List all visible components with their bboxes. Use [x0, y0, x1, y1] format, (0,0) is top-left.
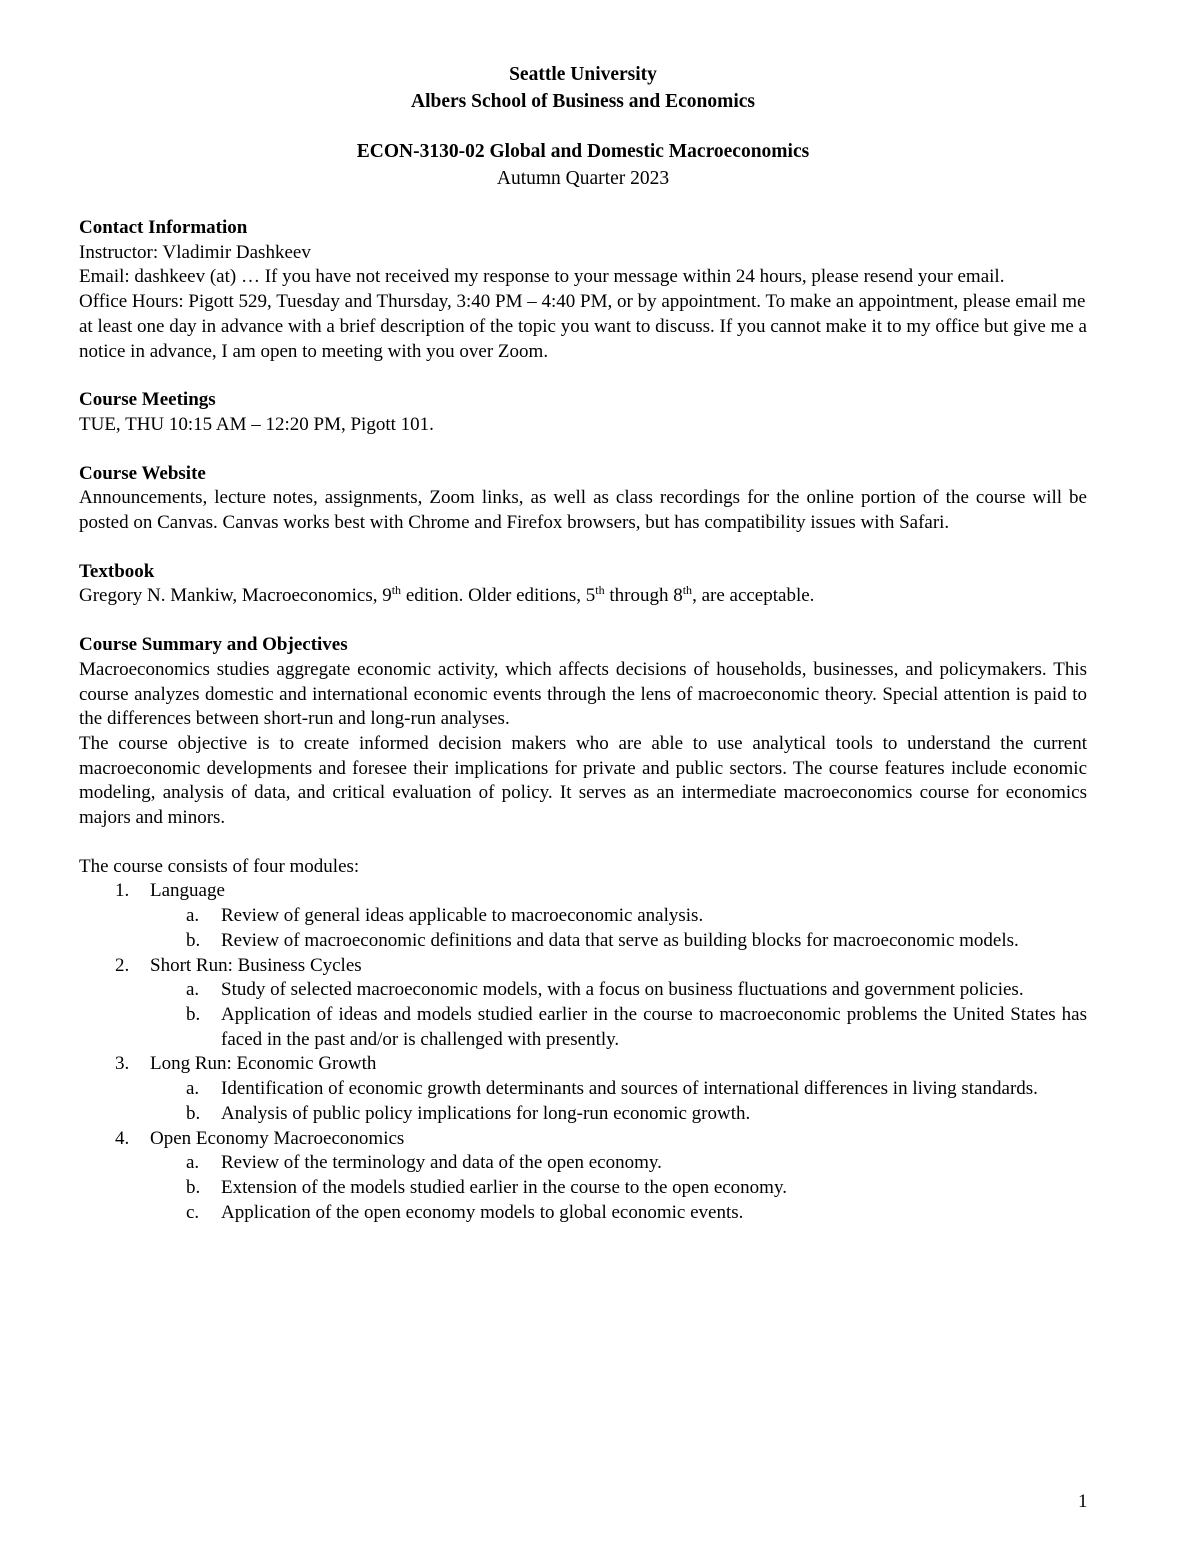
subitem-text: Application of ideas and models studied earlier in the course to macroeconomic problems the United States has faced in the past and/or is challenged with presently. — [221, 1003, 1087, 1050]
website-text: Announcements, lecture notes, assignments, Zoom links, as well as class recordings for the online portion of the course will be posted on Canvas. Canvas works best with Chrome and Firefox browsers, but has compatibility issues with Safari. — [79, 487, 1087, 534]
module-4-subitem-a — [79, 1151, 1087, 1176]
instructor-line: Instructor: Vladimir Dashkeev — [79, 241, 311, 263]
subitem-letter: a. — [186, 1078, 200, 1100]
website-section — [79, 462, 1087, 536]
subitem-letter: b. — [186, 929, 201, 951]
page-number: 1 — [1078, 1491, 1088, 1512]
subitem-letter: a. — [186, 1152, 200, 1174]
summary-paragraph-2: The course objective is to create informed decision makers who are able to use analytical tools to understand the current macroeconomic developments and foresee their implications for private and public sectors. The course features include economic modeling, analysis of data, and critical evaluation of policy. It serves as an intermediate macroeconomics course for economics majors and minors. — [79, 732, 1087, 829]
textbook-text — [79, 584, 1087, 609]
email-line: Email: dashkeev (at) … If you have not received my response to your message within 24 hours, please resend your email. — [79, 266, 1005, 288]
subitem-text: Review of general ideas applicable to macroeconomic analysis. — [221, 905, 704, 927]
contact-heading: Contact Information — [79, 217, 248, 238]
subitem-text: Application of the open economy models to global economic events. — [221, 1201, 744, 1223]
module-number: 3. — [115, 1053, 130, 1075]
summary-heading: Course Summary and Objectives — [79, 634, 348, 656]
module-number: 4. — [115, 1127, 130, 1149]
course-term: Autumn Quarter 2023 — [496, 167, 670, 189]
module-item-1 — [79, 879, 1087, 904]
textbook-sup-2: th — [595, 583, 605, 598]
module-1-subitem-b — [79, 929, 1087, 954]
module-3-subitem-a — [79, 1077, 1087, 1102]
module-4-subitem-c — [79, 1201, 1087, 1226]
textbook-part-3: through 8 — [604, 585, 683, 607]
meetings-text: TUE, THU 10:15 AM – 12:20 PM, Pigott 101. — [79, 413, 434, 435]
subitem-letter: a. — [186, 979, 200, 1001]
textbook-sup-3: th — [682, 583, 693, 598]
module-4-subitem-b — [79, 1176, 1087, 1201]
website-heading: Course Website — [79, 462, 206, 484]
textbook-part-4: , are acceptable. — [692, 585, 815, 607]
subitem-letter: b. — [186, 1003, 201, 1025]
module-1-subitem-a — [79, 904, 1087, 929]
module-item-3 — [79, 1052, 1087, 1077]
university-name: Seattle University — [509, 64, 657, 85]
subitem-text: Identification of economic growth determinants and sources of international differences in living standards. — [221, 1078, 1038, 1100]
subitem-text: Review of the terminology and data of the open economy. — [221, 1152, 662, 1174]
module-number: 2. — [115, 954, 130, 976]
syllabus-page — [79, 62, 1087, 1225]
module-title: Short Run: Business Cycles — [150, 954, 362, 976]
textbook-part-1: Gregory N. Mankiw, Macroeconomics, 9 — [79, 585, 392, 607]
textbook-part-2: edition. Older editions, 5 — [401, 585, 596, 607]
subitem-text: Analysis of public policy implications for long-run economic growth. — [221, 1102, 751, 1124]
subitem-letter: b. — [186, 1176, 201, 1198]
office-hours-line: Office Hours: Pigott 529, Tuesday and Thursday, 3:40 PM – 4:40 PM, or by appointment. To make an appointment, please email me at least one day in advance with a brief description of the topic you want to discuss. If you cannot make it to my office but give me a notice in advance, I am open to meeting with you over Zoom. — [79, 291, 1087, 362]
module-2-subitem-a — [79, 978, 1087, 1003]
module-title: Long Run: Economic Growth — [150, 1053, 377, 1075]
summary-paragraph-1: Macroeconomics studies aggregate economic activity, which affects decisions of households, businesses, and policymakers. This course analyzes domestic and international economic events through the lens of macroeconomic theory. Special attention is paid to the differences between short-run and long-run analyses. — [79, 658, 1087, 730]
modules-section — [79, 855, 1087, 1226]
module-number: 1. — [115, 880, 130, 902]
module-title: Language — [150, 880, 225, 902]
subitem-letter: c. — [186, 1201, 200, 1223]
meetings-section — [79, 388, 1087, 437]
subitem-letter: a. — [186, 905, 200, 927]
module-2-subitem-b — [79, 1003, 1087, 1052]
subitem-text: Extension of the models studied earlier in the course to the open economy. — [221, 1176, 787, 1198]
textbook-sup-1: th — [391, 583, 402, 598]
summary-section — [79, 633, 1087, 831]
school-name: Albers School of Business and Economics — [410, 90, 755, 112]
textbook-section — [79, 560, 1087, 609]
subitem-text: Study of selected macroeconomic models, with a focus on business fluctuations and government policies. — [221, 979, 1024, 1001]
course-title: ECON-3130-02 Global and Domestic Macroeconomics — [356, 141, 810, 162]
contact-section — [79, 216, 1087, 364]
module-item-2 — [79, 954, 1087, 979]
module-3-subitem-b — [79, 1102, 1087, 1127]
meetings-heading: Course Meetings — [79, 389, 216, 411]
module-title: Open Economy Macroeconomics — [150, 1127, 405, 1149]
module-item-4 — [79, 1127, 1087, 1152]
textbook-heading: Textbook — [79, 560, 155, 582]
subitem-text: Review of macroeconomic definitions and data that serve as building blocks for macroeconomic models. — [221, 929, 1019, 951]
subitem-letter: b. — [186, 1102, 201, 1124]
modules-intro: The course consists of four modules: — [79, 855, 360, 877]
